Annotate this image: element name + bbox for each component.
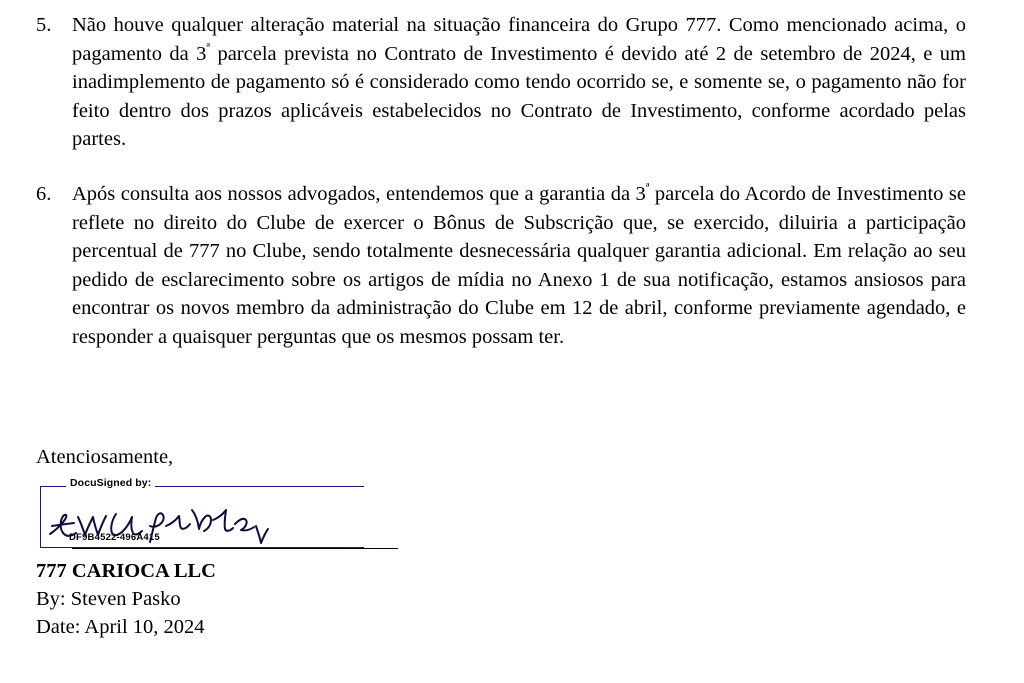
paragraph-5-number: 5. [36, 14, 52, 36]
handwritten-signature-icon [42, 490, 382, 554]
closing-salutation: Atenciosamente, [36, 446, 174, 468]
paragraph-6-text-part2: parcela do Acordo de Investimento se reflete no direito do Clube de exercer o Bônus de Subscrição que, se exercido, diluiria a participação percentual de 777 no Clube, sendo totalmente desnecessária qualquer garantia adicional. Em relação ao seu pedido de esclarecimento sobre os artigos de mídia no Anexo 1 de sua notificação, estamos ansiosos para encontrar os novos membro da administração do Clube em 12 de abril, conforme previamente agendado, e responder a quaisquer perguntas que os mesmos possam ter. [72, 183, 966, 348]
paragraph-6-text [72, 180, 966, 352]
signer-name: By: Steven Pasko [36, 588, 181, 610]
paragraph-6 [0, 180, 1006, 352]
paragraph-6-text-part1: Após consulta aos nossos advogados, entendemos que a garantia da 3 [72, 183, 646, 205]
paragraph-5-text-part1: Não houve qualquer alteração material na situação financeira do Grupo 777. Como mencionado acima, o pagamento da 3 [72, 14, 966, 65]
signer-company: 777 CARIOCA LLC [36, 560, 216, 582]
paragraph-5-text [72, 11, 966, 154]
docusign-envelope-id: DF9B4522-496A415 [66, 532, 163, 543]
paragraph-6-ordinal: ª [645, 180, 650, 196]
paragraph-5-ordinal: ª [206, 39, 211, 55]
paragraph-5-text-part2: parcela prevista no Contrato de Investimento é devido até 2 de setembro de 2024, e um inadimplemento de pagamento só é considerado como tendo ocorrido se, e somente se, o pagamento não for feito dentro dos prazos aplicáveis estabelecidos no Contrato de Investimento, conforme acordado pelas partes. [72, 42, 966, 151]
signer-date: Date: April 10, 2024 [36, 616, 205, 638]
docusign-label: DocuSigned by: [66, 477, 155, 489]
signature-block [36, 477, 456, 566]
signature-line [72, 548, 398, 549]
paragraph-6-number: 6. [36, 183, 52, 205]
paragraph-5 [0, 11, 1006, 154]
